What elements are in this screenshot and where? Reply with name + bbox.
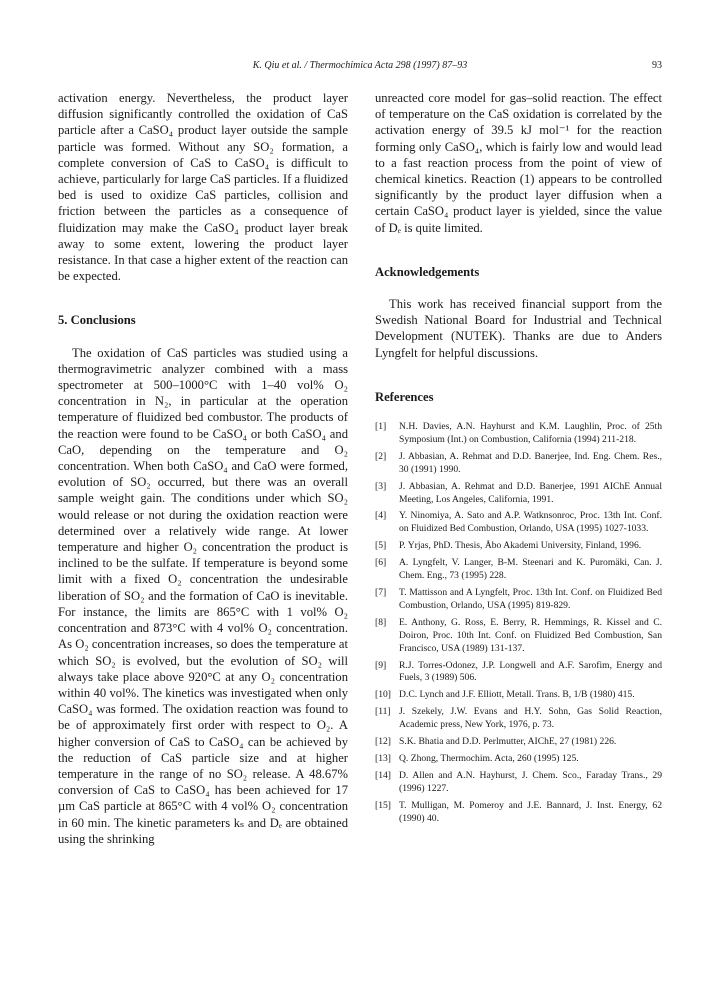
reference-text: E. Anthony, G. Ross, E. Berry, R. Hemmings, R. Kissel and C. Doiron, Proc. 10th Int. Conf. on Fluidized Bed Combustion, San Francisco, USA (1989) 131-137. xyxy=(399,616,662,654)
reference-text: P. Yrjas, PhD. Thesis, Åbo Akademi University, Finland, 1996. xyxy=(399,540,642,552)
reference-item xyxy=(375,540,662,553)
reference-text: R.J. Torres-Odonez, J.P. Longwell and A.F. Sarofim, Energy and Fuels, 3 (1989) 506. xyxy=(399,659,662,684)
reference-text: S.K. Bhatia and D.D. Perlmutter, AIChE, 27 (1981) 226. xyxy=(399,736,617,748)
acknowledgements-heading: Acknowledgements xyxy=(375,264,480,279)
reference-text: T. Mattisson and A Lyngfelt, Proc. 13th Int. Conf. on Fluidized Bed Combustion, Orlando, USA (1995) 819-829. xyxy=(399,587,662,611)
discussion-paragraph-end: activation energy. Nevertheless, the product layer diffusion significantly controlled the oxidation of CaS particle after a CaSO₄ product layer outside the sample particle was formed. Without any SO₂ formation, a complete conversion of CaS to CaSO₄ is difficult to achieve, particularly for large CaS particles. If a fluidized bed is used to oxidize CaS particles, collision and friction between the particles as a consequence of fluidization may make the CaSO₄ product layer break away to some extent, lowering the product layer resistance. In that case a higher extent of the reaction can be expected. xyxy=(58,91,348,284)
reference-item xyxy=(375,510,662,536)
reference-number: [10] xyxy=(375,689,391,701)
right-column xyxy=(375,90,662,830)
reference-text: D.C. Lynch and J.F. Elliott, Metall. Trans. B, 1/B (1980) 415. xyxy=(399,689,635,701)
reference-item xyxy=(375,800,662,826)
reference-number: [5] xyxy=(375,540,387,552)
reference-number: [15] xyxy=(375,799,391,811)
reference-number: [9] xyxy=(375,659,387,671)
conclusions-paragraph: The oxidation of CaS particles was studied using a thermogravimetric analyzer combined with a mass spectrometer at 500–1000°C with 1–40 vol% O₂ concentration in N₂, in particular at the operation temperature of fluidized bed combustor. The products of the reaction were found to be CaSO₄ or both CaSO₄ and CaO, depending on the temperature and O₂ concentration. When both CaSO₄ and CaO were formed, evolution of SO₂ occurred, but there was an overall sample weight gain. The conditions under which SO₂ would release or not during the oxidation reaction were determined over a relatively wide range. At lower temperature and higher O₂ concentration the product is inclined to be the sulfate. If temperature is beyond some limit with a fixed O₂ concentration the undesirable liberation of SO₂ and the formation of CaO is inevitable. For instance, the limits are 865°C with 1 vol% O₂ concentration and 873°C with 4 vol% O₂ concentration. As O₂ concentration increases, so does the temperature at which SO₂ is evolved, but the evolution of SO₂ will always take place above 920°C at any O₂ concentration within 40 vol%. The kinetics was investigated when only CaSO₄ was formed. The oxidation reaction was found to be of approximately first order with respect to O₂. A higher conversion of CaS to CaSO₄ can be achieved by the reduction of CaS particle size and at higher temperature in the range of no SO₂ release. A 48.67% conversion of CaS to CaSO₄ has been achieved for 17 µm CaS particle at 865°C with 4 vol% O₂ concentration in 60 min. The kinetic parameters kₛ and Dₑ are obtained using the shrinking xyxy=(58,345,348,846)
reference-item xyxy=(375,481,662,507)
reference-number: [8] xyxy=(375,616,387,628)
reference-item xyxy=(375,660,662,686)
reference-item xyxy=(375,587,662,613)
reference-item xyxy=(375,421,662,447)
reference-text: N.H. Davies, A.N. Hayhurst and K.M. Laughlin, Proc. of 25th Symposium (Int.) on Combustion, California (1994) 211-218. xyxy=(399,421,662,445)
reference-number: [14] xyxy=(375,769,391,781)
conclusions-heading: 5. Conclusions xyxy=(58,313,136,328)
running-header xyxy=(58,60,662,76)
reference-text: T. Mulligan, M. Pomeroy and J.E. Bannard, J. Inst. Energy, 62 (1990) 40. xyxy=(399,799,662,824)
reference-number: [12] xyxy=(375,736,391,748)
reference-item xyxy=(375,753,662,766)
reference-item xyxy=(375,689,662,702)
reference-text: A. Lyngfelt, V. Langer, B-M. Steenari and K. Puromäki, Can. J. Chem. Eng., 73 (1995) 228. xyxy=(399,557,662,582)
reference-item xyxy=(375,706,662,732)
reference-number: [4] xyxy=(375,510,387,522)
reference-text: J. Abbasian, A. Rehmat and D.D. Banerjee, Ind. Eng. Chem. Res., 30 (1991) 1990. xyxy=(399,450,662,475)
reference-text: J. Abbasian, A. Rehmat and D.D. Banerjee, 1991 AIChE Annual Meeting, Los Angeles, California, 1991. xyxy=(399,480,662,505)
reference-number: [3] xyxy=(375,480,387,492)
references-heading: References xyxy=(375,389,434,404)
reference-number: [1] xyxy=(375,421,387,433)
reference-text: Q. Zhong, Thermochim. Acta, 260 (1995) 125. xyxy=(399,752,579,764)
reference-text: D. Allen and A.N. Hayhurst, J. Chem. Sco., Faraday Trans., 29 (1996) 1227. xyxy=(399,769,662,794)
conclusions-paragraph-end: unreacted core model for gas–solid reaction. The effect of temperature on the CaS oxidation is correlated by the activation energy of 39.5 kJ mol⁻¹ for the reaction forming only CaSO₄, which is fairly low and would lead to a fast reaction process from the point of view of chemical kinetics. Reaction (1) appears to be controlled significantly by the product layer diffusion when a certain CaSO₄ product layer is yielded, since the value of Dₑ is quite limited. xyxy=(375,91,662,235)
reference-text: Y. Ninomiya, A. Sato and A.P. Watknsonroc, Proc. 13th Int. Conf. on Fluidized Bed Combustion, Orlando, USA (1995) 1027-1033. xyxy=(399,510,662,535)
acknowledgements-text: This work has received financial support from the Swedish National Board for Industrial and Technical Development (NUTEK). Thanks are due to Anders Lyngfelt for helpful discussions. xyxy=(375,297,662,360)
reference-item xyxy=(375,617,662,656)
reference-number: [11] xyxy=(375,706,391,718)
reference-number: [13] xyxy=(375,752,391,764)
reference-number: [2] xyxy=(375,450,387,462)
reference-item xyxy=(375,736,662,749)
page-number: 93 xyxy=(652,60,662,71)
reference-item xyxy=(375,557,662,583)
reference-text: J. Szekely, J.W. Evans and H.Y. Sohn, Gas Solid Reaction, Academic press, New York, 1976, p. 73. xyxy=(399,706,662,731)
reference-number: [7] xyxy=(375,587,387,599)
reference-item xyxy=(375,451,662,477)
journal-citation: K. Qiu et al. / Thermochimica Acta 298 (1997) 87–93 xyxy=(252,60,468,71)
reference-list xyxy=(375,421,662,825)
reference-number: [6] xyxy=(375,557,387,569)
left-column xyxy=(58,90,348,847)
reference-item xyxy=(375,770,662,796)
